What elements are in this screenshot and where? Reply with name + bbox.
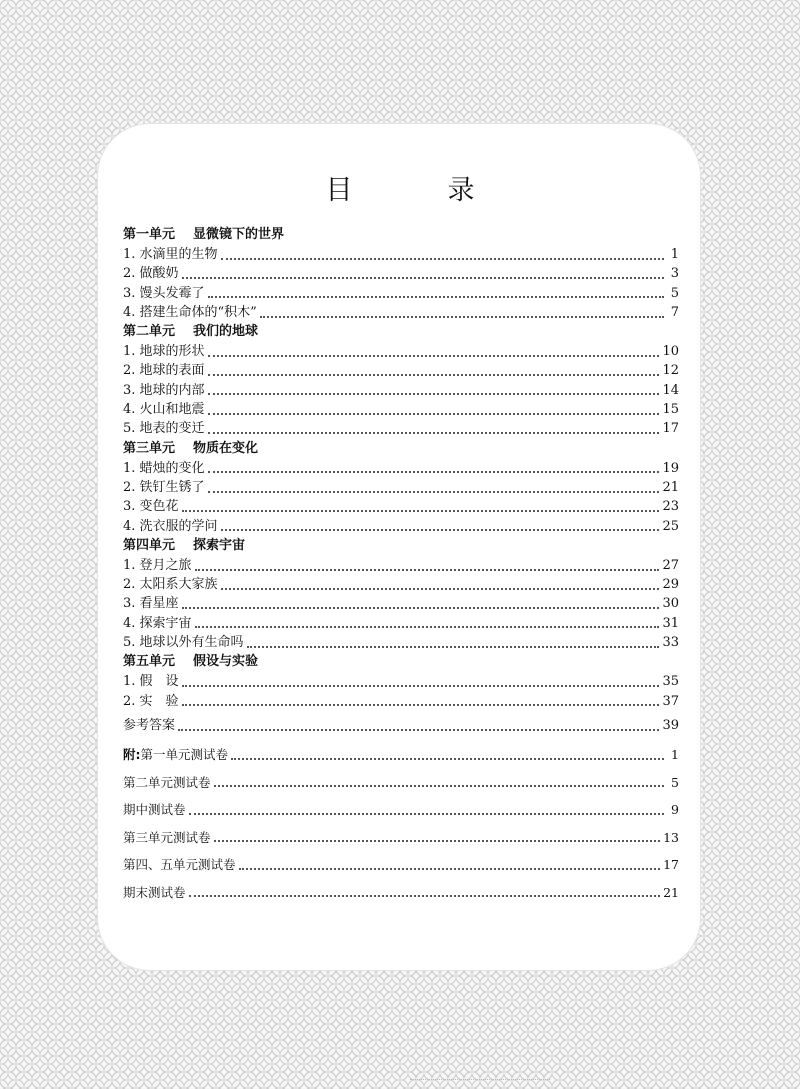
entry-label: 1. 假 设 <box>123 674 179 690</box>
appendix-entry[interactable] <box>123 769 679 797</box>
entry-label: 第三单元测试卷 <box>123 829 211 845</box>
appendix-entry[interactable] <box>123 741 679 769</box>
toc-entry[interactable] <box>123 419 679 438</box>
dot-leader <box>208 355 660 357</box>
entry-page: 21 <box>662 479 679 495</box>
dot-leader <box>195 569 660 571</box>
toc-entry[interactable] <box>123 361 679 380</box>
appendix-entry[interactable] <box>123 879 679 907</box>
dot-leader <box>214 840 661 842</box>
entry-page: 17 <box>662 421 679 437</box>
toc-entry[interactable] <box>123 575 679 594</box>
entry-label: 3. 看星座 <box>123 596 179 612</box>
dot-leader <box>189 813 664 815</box>
appendix-item-label: 第一单元测试卷 <box>140 747 229 763</box>
entry-page: 35 <box>662 674 679 690</box>
dot-leader <box>182 685 660 687</box>
dot-leader <box>182 607 660 609</box>
entry-label: 期中测试卷 <box>123 802 186 818</box>
dot-leader <box>221 588 660 590</box>
entry-page: 5 <box>670 285 679 301</box>
unit-name: 物质在变化 <box>193 440 259 456</box>
answers-entry[interactable] <box>123 716 679 735</box>
entry-page: 14 <box>662 382 679 398</box>
entry-label: 2. 铁钉生锈了 <box>123 479 205 495</box>
dot-leader <box>208 296 664 298</box>
entry-page: 33 <box>662 635 679 651</box>
entry-label: 4. 搭建生命体的“积木” <box>123 304 257 320</box>
toc-entry[interactable] <box>123 692 679 711</box>
entry-label: 4. 火山和地震 <box>123 402 205 418</box>
table-of-contents <box>123 225 679 906</box>
entry-label: 期末测试卷 <box>123 884 186 900</box>
dot-leader <box>195 626 660 628</box>
toc-entry[interactable] <box>123 614 679 633</box>
unit-name: 显微镜下的世界 <box>193 227 285 242</box>
entry-label: 第四、五单元测试卷 <box>123 857 236 873</box>
footer-dotted-mark <box>410 1069 550 1080</box>
entry-page: 15 <box>662 402 679 418</box>
entry-page: 37 <box>662 693 679 709</box>
dot-leader <box>260 316 664 318</box>
dot-leader <box>221 529 660 531</box>
entry-label <box>123 741 228 769</box>
entry-page: 30 <box>662 596 679 612</box>
dot-leader <box>239 868 661 870</box>
toc-entry[interactable] <box>123 400 679 419</box>
entry-label: 1. 水滴里的生物 <box>123 247 218 262</box>
appendix-entry[interactable] <box>123 796 679 824</box>
dot-leader <box>214 785 664 787</box>
entry-label: 4. 洗衣服的学问 <box>123 518 218 534</box>
entry-label: 1. 蜡烛的变化 <box>123 460 205 476</box>
unit-label: 第一单元 <box>123 227 176 242</box>
dot-leader <box>247 646 660 648</box>
toc-entry[interactable] <box>123 381 679 400</box>
dot-leader <box>189 895 661 897</box>
entry-page: 1 <box>671 747 679 763</box>
unit-heading <box>123 439 679 459</box>
toc-entry[interactable] <box>123 594 679 613</box>
toc-entry[interactable] <box>123 303 679 322</box>
entry-page: 12 <box>662 363 679 379</box>
entry-label: 1. 登月之旅 <box>123 557 192 573</box>
unit-label: 第四单元 <box>123 537 176 553</box>
dot-leader <box>182 510 660 512</box>
entry-label: 3. 变色花 <box>123 499 179 515</box>
toc-entry[interactable] <box>123 633 679 652</box>
entry-page: 21 <box>663 884 679 900</box>
appendix-prefix: 附: <box>123 747 141 763</box>
entry-label: 2. 地球的表面 <box>123 363 205 379</box>
toc-entry[interactable] <box>123 459 679 478</box>
entry-page: 27 <box>662 557 679 573</box>
entry-page: 23 <box>662 499 679 515</box>
appendix-entry[interactable] <box>123 851 679 879</box>
entry-label: 5. 地球以外有生命吗 <box>123 635 244 651</box>
unit-heading <box>123 225 679 245</box>
entry-label: 2. 做酸奶 <box>123 266 179 282</box>
appendix-entry[interactable] <box>123 824 679 852</box>
dot-leader <box>221 258 664 260</box>
dot-leader <box>208 471 660 473</box>
entry-page: 25 <box>662 518 679 534</box>
unit-label: 第三单元 <box>123 440 176 456</box>
toc-entry[interactable] <box>123 517 679 536</box>
dot-leader <box>231 758 664 760</box>
dot-leader <box>208 413 660 415</box>
entry-page: 9 <box>671 802 679 818</box>
page-title: 目 录 <box>325 175 509 206</box>
entry-label: 2. 实 验 <box>123 693 179 709</box>
unit-name: 我们的地球 <box>193 324 259 340</box>
entry-page: 7 <box>670 304 679 320</box>
toc-entry[interactable] <box>123 342 679 361</box>
entry-label: 2. 太阳系大家族 <box>123 577 218 593</box>
entry-page: 3 <box>670 266 679 282</box>
entry-page: 31 <box>662 615 679 631</box>
entry-page: 5 <box>671 774 679 790</box>
dot-leader <box>182 277 664 279</box>
unit-name: 探索宇宙 <box>193 537 246 553</box>
dot-leader <box>182 704 660 706</box>
entry-page: 39 <box>662 717 679 733</box>
toc-entry[interactable] <box>123 497 679 516</box>
dot-leader <box>208 393 660 395</box>
toc-entry[interactable] <box>123 556 679 575</box>
entry-page: 29 <box>662 577 679 593</box>
unit-heading <box>123 536 679 556</box>
dot-leader <box>208 374 660 376</box>
toc-entry[interactable] <box>123 672 679 691</box>
entry-label: 第二单元测试卷 <box>123 774 211 790</box>
dot-leader <box>208 432 660 434</box>
entry-label: 1. 地球的形状 <box>123 344 205 360</box>
entry-page: 10 <box>662 344 679 360</box>
entry-label: 3. 地球的内部 <box>123 382 205 398</box>
dot-leader <box>178 729 659 731</box>
entry-label: 3. 馒头发霉了 <box>123 285 205 301</box>
entry-page: 17 <box>663 857 679 873</box>
dot-leader <box>208 491 660 493</box>
unit-label: 第二单元 <box>123 324 176 340</box>
entry-label: 参考答案 <box>123 717 176 733</box>
entry-label: 5. 地表的变迁 <box>123 421 205 437</box>
entry-page: 13 <box>663 829 679 845</box>
toc-entry[interactable] <box>123 264 679 283</box>
unit-name: 假设与实验 <box>193 654 259 670</box>
unit-heading <box>123 322 679 342</box>
entry-label: 4. 探索宇宙 <box>123 615 192 631</box>
toc-entry[interactable] <box>123 284 679 303</box>
unit-label: 第五单元 <box>123 654 176 670</box>
entry-page: 19 <box>662 460 679 476</box>
unit-heading <box>123 652 679 672</box>
toc-entry[interactable] <box>123 478 679 497</box>
entry-page: 1 <box>670 247 679 262</box>
toc-entry[interactable] <box>123 245 679 264</box>
